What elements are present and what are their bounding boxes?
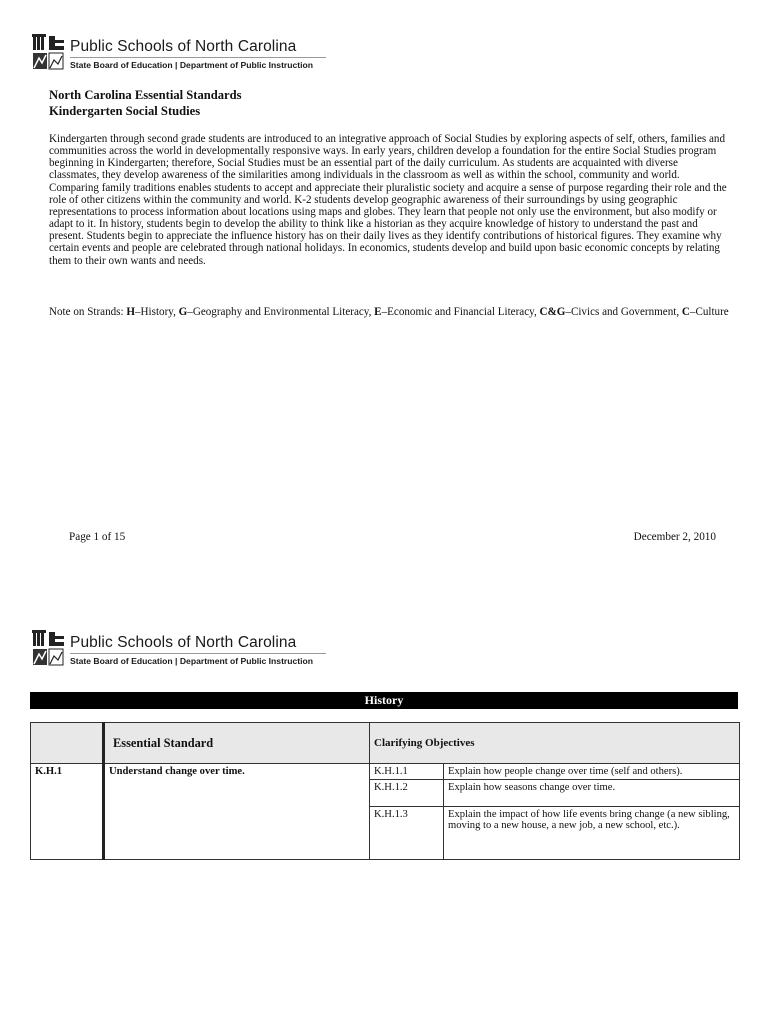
strand-civics: C&G–Civics and Government, (539, 306, 682, 318)
header-essential-standard: Essential Standard (104, 723, 370, 764)
table-header-row (31, 723, 740, 764)
objective-text: Explain how people change over time (self and others). (444, 764, 740, 780)
standard-text: Understand change over time. (104, 764, 370, 860)
page-header (32, 34, 332, 78)
nc-dpi-logo-icon (32, 630, 66, 670)
section-title-history: History (30, 692, 738, 709)
document-title: North Carolina Essential Standards (49, 88, 242, 102)
strands-note-label: Note on Strands: (49, 306, 127, 318)
header-rule (70, 57, 326, 58)
objective-code: K.H.1.1 (370, 764, 444, 780)
nc-dpi-logo-icon (32, 34, 66, 74)
intro-paragraph: Kindergarten through second grade students are introduced to an integrative approach of Social Studies by exploring aspects of self, others, families and communities across the world in developmentally responsive ways. In early years, children develop a foundation for the entire Social Studies program beginning in Kindergarten; therefore, Social Studies must be an essential part of the daily curriculum. As students are acquainted with diverse classmates, they develop awareness of the similarities among individuals in the classroom as well as within the school, community and world. Comparing family traditions enables students to accept and appreciate their pluralistic society and acquire a sense of purpose regarding their role and the role of other citizens within the community and world. K-2 students develop geographic awareness of their surroundings by using geographic representations to process information about locations using maps and globes. They learn that people not only use the environment, but also modify or adapt to it. In history, students begin to develop the ability to think like a historian as they acquire knowledge of history to understand the past and present. Students begin to appreciate the influence history has on their daily lives as they identify contributions of historical figures. They examine why certain events and people are celebrated through national holidays. In economics, students develop and build upon basic economic concepts by relating them to their own wants and needs. (49, 133, 727, 267)
table-row (31, 764, 740, 780)
strands-note (49, 306, 739, 319)
document-subtitle: Kindergarten Social Studies (49, 104, 201, 118)
org-subtitle: State Board of Education | Department of Public Instruction (70, 656, 314, 666)
document-titles (49, 87, 242, 119)
strand-economic: E–Economic and Financial Literacy, (374, 306, 540, 318)
header-code-cell (31, 723, 104, 764)
org-name: Public Schools of North Carolina (70, 634, 297, 651)
strand-culture: C–Culture (681, 306, 729, 318)
org-subtitle: State Board of Education | Department of Public Instruction (70, 60, 314, 70)
page-header-2 (32, 630, 332, 674)
objective-code: K.H.1.3 (370, 807, 444, 860)
org-name: Public Schools of North Carolina (70, 38, 297, 55)
standard-code: K.H.1 (31, 764, 104, 860)
page-number: Page 1 of 15 (69, 531, 126, 543)
objective-text: Explain how seasons change over time. (444, 780, 740, 807)
strand-history: H–History, (126, 306, 179, 318)
header-clarifying-objectives: Clarifying Objectives (370, 723, 740, 764)
objective-text: Explain the impact of how life events bring change (a new sibling, moving to a new house, a new job, a new school, etc.). (444, 807, 740, 860)
page-date: December 2, 2010 (633, 531, 716, 543)
objective-code: K.H.1.2 (370, 780, 444, 807)
history-standards-table (30, 722, 740, 860)
header-rule (70, 653, 326, 654)
strand-geography: G–Geography and Environmental Literacy, (178, 306, 375, 318)
